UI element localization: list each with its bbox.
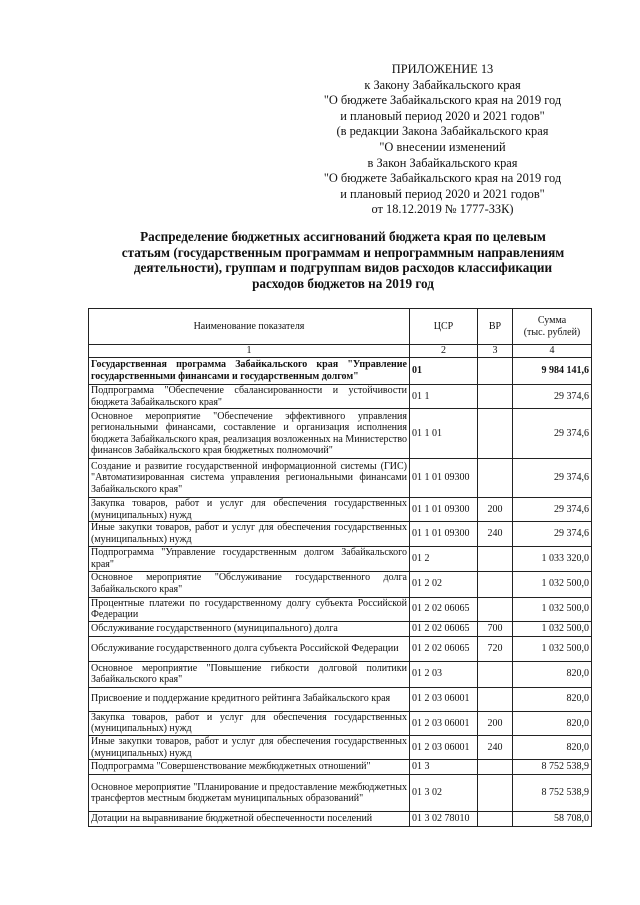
row-csr: 01 2 02 06065 <box>410 636 478 661</box>
row-vr <box>478 661 513 687</box>
row-name: Обслуживание государственного долга субъекта Российской Федерации <box>89 636 410 661</box>
document-title <box>88 229 598 291</box>
row-csr: 01 1 01 09300 <box>410 459 478 498</box>
row-csr: 01 1 01 09300 <box>410 498 478 522</box>
row-sum: 29 374,6 <box>513 522 592 546</box>
row-csr: 01 2 02 <box>410 571 478 597</box>
table-row <box>89 498 592 522</box>
row-csr: 01 <box>410 358 478 385</box>
row-vr <box>478 385 513 409</box>
row-csr: 01 1 <box>410 385 478 409</box>
row-vr <box>478 812 513 827</box>
header-line: "О бюджете Забайкальского края на 2019 год <box>323 171 562 186</box>
table-row <box>89 459 592 498</box>
table-row <box>89 775 592 812</box>
row-vr <box>478 358 513 385</box>
row-name: Основное мероприятие "Обслуживание государственного долга Забайкальского края" <box>89 571 410 597</box>
row-csr: 01 2 03 06001 <box>410 711 478 735</box>
row-name: Закупка товаров, работ и услуг для обеспечения государственных (муниципальных) нужд <box>89 711 410 735</box>
row-name: Присвоение и поддержание кредитного рейтинга Забайкальского края <box>89 687 410 711</box>
row-csr: 01 3 <box>410 760 478 775</box>
table-row <box>89 546 592 571</box>
row-vr: 700 <box>478 621 513 636</box>
table-row <box>89 385 592 409</box>
row-sum: 9 984 141,6 <box>513 358 592 385</box>
budget-table <box>88 308 592 827</box>
header-sum-line1: Сумма <box>537 314 567 326</box>
table-row <box>89 571 592 597</box>
row-name: Иные закупки товаров, работ и услуг для обеспечения государственных (муниципальных) нужд <box>89 735 410 759</box>
table-row <box>89 636 592 661</box>
appendix-header <box>300 62 585 218</box>
row-vr <box>478 597 513 621</box>
header-line: ПРИЛОЖЕНИЕ 13 <box>391 62 494 76</box>
row-csr: 01 2 <box>410 546 478 571</box>
row-sum: 820,0 <box>513 735 592 759</box>
row-name: Процентные платежи по государственному долгу субъекта Российской Федерации <box>89 597 410 621</box>
row-vr <box>478 571 513 597</box>
row-name: Основное мероприятие "Планирование и предоставление межбюджетных трансфертов местным бюджетам муниципальных образований" <box>89 775 410 812</box>
table-row <box>89 621 592 636</box>
col-number-1: 1 <box>89 345 410 358</box>
row-sum: 1 032 500,0 <box>513 571 592 597</box>
row-vr: 200 <box>478 711 513 735</box>
title-line: статьям (государственным программам и непрограммным направлениям <box>121 244 565 260</box>
table-row <box>89 812 592 827</box>
header-name: Наименование показателя <box>89 309 410 345</box>
header-line: и плановый период 2020 и 2021 годов" <box>340 186 545 201</box>
table-row <box>89 735 592 759</box>
row-vr: 200 <box>478 498 513 522</box>
table-row <box>89 760 592 775</box>
row-csr: 01 2 03 06001 <box>410 687 478 711</box>
row-sum: 820,0 <box>513 711 592 735</box>
row-name: Закупка товаров, работ и услуг для обеспечения государственных (муниципальных) нужд <box>89 498 410 522</box>
row-vr: 720 <box>478 636 513 661</box>
row-csr: 01 3 02 78010 <box>410 812 478 827</box>
row-vr <box>478 775 513 812</box>
col-number-4: 4 <box>513 345 592 358</box>
header-line: от 18.12.2019 № 1777-ЗЗК) <box>371 202 514 217</box>
row-csr: 01 1 01 09300 <box>410 522 478 546</box>
row-sum: 1 032 500,0 <box>513 597 592 621</box>
row-csr: 01 3 02 <box>410 775 478 812</box>
header-vr: ВР <box>478 309 513 345</box>
row-vr <box>478 459 513 498</box>
row-vr: 240 <box>478 522 513 546</box>
title-line: расходов бюджетов на 2019 год <box>252 275 434 291</box>
table-row <box>89 358 592 385</box>
row-csr: 01 2 03 06001 <box>410 735 478 759</box>
row-sum: 8 752 538,9 <box>513 775 592 812</box>
column-number-row <box>89 345 592 358</box>
table-header-row <box>89 309 592 345</box>
header-line: "О внесении изменений <box>379 139 506 154</box>
row-sum: 29 374,6 <box>513 385 592 409</box>
row-vr <box>478 687 513 711</box>
row-sum: 8 752 538,9 <box>513 760 592 775</box>
row-sum: 1 032 500,0 <box>513 621 592 636</box>
row-sum: 820,0 <box>513 661 592 687</box>
row-sum: 58 708,0 <box>513 812 592 827</box>
header-line: в Закон Забайкальского края <box>367 155 518 170</box>
table-row <box>89 522 592 546</box>
table-row <box>89 661 592 687</box>
row-name: Основное мероприятие "Обеспечение эффективного управления региональными финансами, составление и организация исполнения бюджета Забайкальского края, реализация возложенных на Министерство финансов Забайкальского края бюджетных полномочий" <box>89 409 410 459</box>
row-vr: 240 <box>478 735 513 759</box>
title-line: Распределение бюджетных ассигнований бюджета края по целевым <box>140 229 546 244</box>
header-line: (в редакции Закона Забайкальского края <box>336 124 549 139</box>
row-name: Обслуживание государственного (муниципального) долга <box>89 621 410 636</box>
row-name: Государственная программа Забайкальского края "Управление государственными финансами и государственным долгом" <box>89 358 410 385</box>
table-row <box>89 597 592 621</box>
table-body <box>89 358 592 827</box>
row-csr: 01 2 03 <box>410 661 478 687</box>
table-row <box>89 711 592 735</box>
row-sum: 29 374,6 <box>513 409 592 459</box>
title-line: деятельности), группам и подгруппам видов расходов классификации <box>133 260 553 276</box>
row-name: Подпрограмма "Совершенствование межбюджетных отношений" <box>89 760 410 775</box>
row-name: Иные закупки товаров, работ и услуг для обеспечения государственных (муниципальных) нужд <box>89 522 410 546</box>
row-vr <box>478 409 513 459</box>
row-sum: 29 374,6 <box>513 498 592 522</box>
row-sum: 29 374,6 <box>513 459 592 498</box>
header-line: к Закону Забайкальского края <box>364 77 521 92</box>
row-name: Дотации на выравнивание бюджетной обеспеченности поселений <box>89 812 410 827</box>
row-vr <box>478 760 513 775</box>
row-vr <box>478 546 513 571</box>
header-line: "О бюджете Забайкальского края на 2019 год <box>323 93 562 108</box>
col-number-2: 2 <box>410 345 478 358</box>
row-name: Основное мероприятие "Повышение гибкости долговой политики Забайкальского края" <box>89 661 410 687</box>
row-csr: 01 1 01 <box>410 409 478 459</box>
col-number-3: 3 <box>478 345 513 358</box>
row-csr: 01 2 02 06065 <box>410 621 478 636</box>
row-sum: 1 032 500,0 <box>513 636 592 661</box>
row-sum: 1 033 320,0 <box>513 546 592 571</box>
header-sum-line2: (тыс. рублей) <box>523 326 581 338</box>
table-row <box>89 409 592 459</box>
table-row <box>89 687 592 711</box>
row-name: Подпрограмма "Обеспечение сбалансированности и устойчивости бюджета Забайкальского края" <box>89 385 410 409</box>
row-sum: 820,0 <box>513 687 592 711</box>
header-csr: ЦСР <box>410 309 478 345</box>
row-csr: 01 2 02 06065 <box>410 597 478 621</box>
row-name: Создание и развитие государственной информационной системы (ГИС) "Автоматизированная система управления региональными финансами Забайкальского края" <box>89 459 410 498</box>
header-sum <box>513 309 592 345</box>
row-name: Подпрограмма "Управление государственным долгом Забайкальского края" <box>89 546 410 571</box>
header-line: и плановый период 2020 и 2021 годов" <box>340 108 545 123</box>
